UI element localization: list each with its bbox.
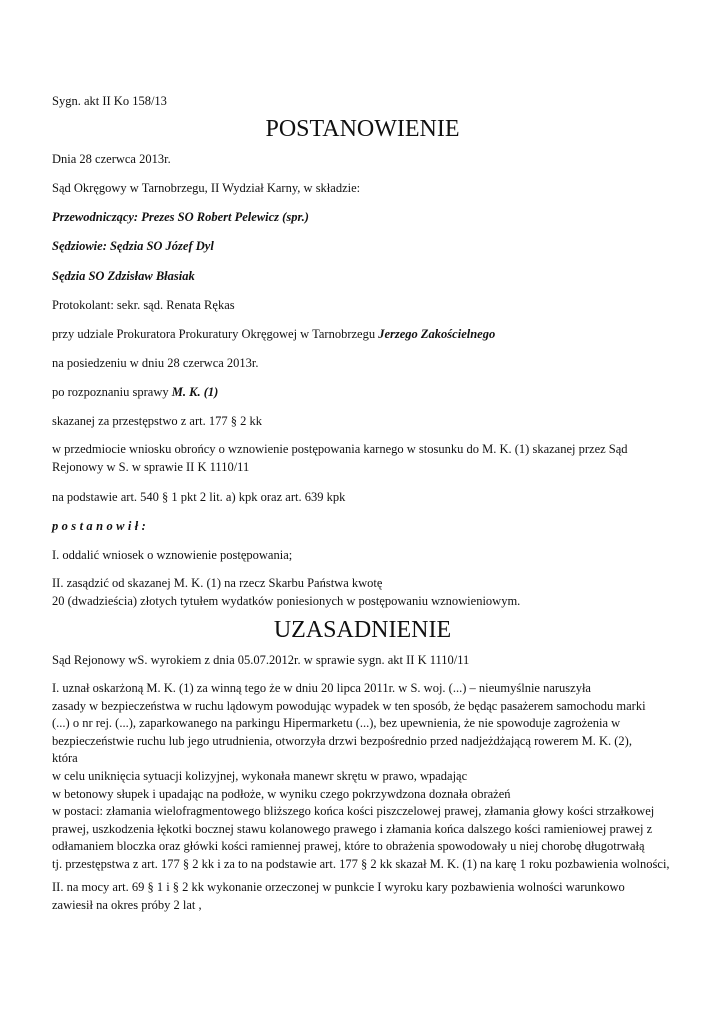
judges-line-2: Sędzia SO Zdzisław Błasiak [52,269,195,283]
judges-line-1: Sędziowie: Sędzia SO Józef Dyl [52,239,214,253]
date-line: Dnia 28 czerwca 2013r. [52,152,171,166]
ruling-point-2-line-1: II. zasądzić od skazanej M. K. (1) na rzecz Skarbu Państwa kwotę [52,576,383,590]
paragraph-line: I. uznał oskarżoną M. K. (1) za winną tego że w dniu 20 lipca 2011r. w S. woj. (...) – nieumyślnie naruszyła [52,681,591,695]
paragraph-line: zasady w bezpieczeństwa w ruchu lądowym powodując wypadek w ten sposób, że będąc pasażerem samochodu marki [52,698,646,713]
decided-heading: postanowił: [52,519,150,533]
case-signature: Sygn. akt II Ko 158/13 [52,94,167,108]
court-composition: Sąd Okręgowy w Tarnobrzegu, II Wydział Karny, w składzie: [52,181,361,195]
paragraph-line: II. na mocy art. 69 § 1 i § 2 kk wykonanie orzeczonej w punkcie I wyroku kary pozbawienia wolności warunkowo [52,880,625,894]
reasoning-title: UZASADNIENIE [273,617,452,643]
document-title: POSTANOWIENIE [265,116,460,142]
paragraph-line: (...) o nr rej. (...), zaparkowanego na parkingu Hipermarketu (...), bez upewnienia, że nie spowoduje zagrożenia w [52,716,621,731]
case-name: M. K. (1) [171,385,219,399]
paragraph-line: zawiesił na okres próby 2 lat , [52,897,202,912]
ruling-point-2-line-2: 20 (dwadzieścia) złotych tytułem wydatków poniesionych w postępowaniu wznowieniowym. [52,594,521,608]
conviction-line: skazanej za przestępstwo z art. 177 § 2 kk [52,414,262,428]
case-line [52,384,218,400]
paragraph-line: tj. przestępstwa z art. 177 § 2 kk i za to na podstawie art. 177 § 2 kk skazał M. K. (1) na karę 1 roku pozbawienia wolności, [52,856,670,871]
paragraph-line: odłamaniem bloczka oraz główki kości ramiennej prawej, które to obrażenia spowodowały u niej chorobę długotrwałą [52,839,645,854]
clerk-line: Protokolant: sekr. sąd. Renata Rękas [52,298,235,312]
prosecutor-line [52,326,495,342]
session-line: na posiedzeniu w dniu 28 czerwca 2013r. [52,356,259,370]
presiding-judge: Przewodniczący: Prezes SO Robert Pelewicz (spr.) [52,210,309,224]
paragraph-line: która [52,751,78,766]
legal-basis: na podstawie art. 540 § 1 pkt 2 lit. a) kpk oraz art. 639 kpk [52,490,346,504]
point-1-paragraph [52,680,673,874]
prosecutor-prefix: przy udziale Prokuratora Prokuratury Okręgowej w Tarnobrzegu [52,327,376,341]
case-prefix: po rozpoznaniu sprawy [52,385,169,399]
motion-line: w przedmiocie wniosku obrońcy o wznowienie postępowania karnego w stosunku do M. K. (1) skazanej przez Sąd [52,442,628,456]
motion-line: Rejonowy w S. w sprawie II K 1110/11 [52,459,250,474]
motion-paragraph [52,441,673,476]
paragraph-line: prawej, uszkodzenia łękotki bocznej stawu kolanowego prawego i złamania końca dalszego kości ramieniowej prawej z [52,821,653,836]
ruling-point-1: I. oddalić wniosek o wznowienie postępowania; [52,548,293,562]
prosecutor-name: Jerzego Zakościelnego [378,327,496,341]
reasoning-intro: Sąd Rejonowy wS. wyrokiem z dnia 05.07.2012r. w sprawie sygn. akt II K 1110/11 [52,653,470,667]
paragraph-line: w postaci: złamania wielofragmentowego bliższego końca kości piszczelowej prawej, złamania głowy kości strzałkowej [52,804,655,819]
paragraph-line: w celu uniknięcia sytuacji kolizyjnej, wykonała manewr skrętu w prawo, wpadając [52,768,468,783]
paragraph-line: w betonowy słupek i upadając na podłoże, w wyniku czego pokrzywdzona doznała obrażeń [52,786,511,801]
paragraph-line: bezpieczeństwie ruchu lub jego utrudnienia, otworzyła drzwi bezpośrednio przed nadjeżdżającą rowerem M. K. (2), [52,733,632,748]
point-2-paragraph [52,879,673,914]
